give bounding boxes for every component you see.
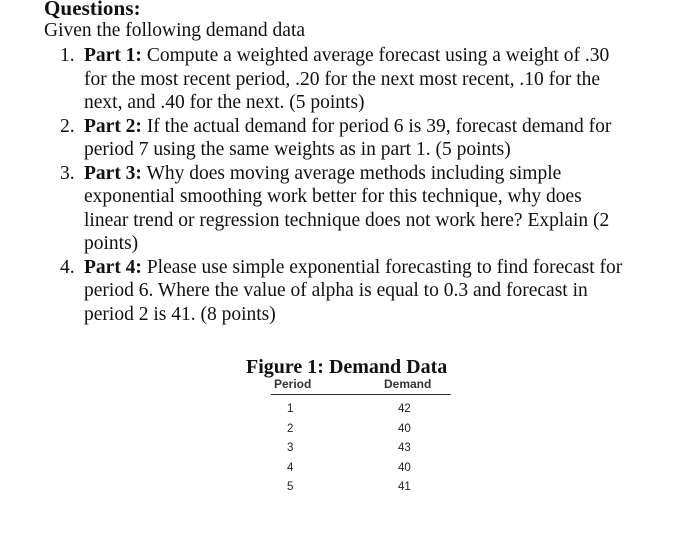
questions-list bbox=[60, 44, 690, 326]
question-line: linear trend or regression technique does not work here? Explain (2 bbox=[84, 209, 610, 231]
question-line: Please use simple exponential forecasting to find forecast for bbox=[141, 256, 623, 278]
question-label: Part 3: bbox=[84, 162, 142, 184]
table-row bbox=[271, 459, 451, 479]
question-item bbox=[60, 256, 690, 327]
question-number: 1. bbox=[60, 45, 75, 66]
demand-cell: 43 bbox=[398, 442, 411, 454]
table-row bbox=[271, 400, 451, 420]
question-text bbox=[84, 115, 690, 162]
question-item bbox=[60, 162, 690, 256]
demand-column-header: Demand bbox=[384, 377, 432, 391]
question-label: Part 4: bbox=[84, 256, 142, 278]
question-item bbox=[60, 44, 690, 115]
question-line: Compute a weighted average forecast using a weight of .30 bbox=[141, 45, 610, 66]
table-body bbox=[271, 395, 451, 498]
demand-cell: 40 bbox=[398, 422, 411, 435]
question-line: points) bbox=[84, 233, 139, 254]
question-line: for the most recent period, .20 for the next most recent, .10 for the bbox=[84, 68, 601, 90]
period-cell: 4 bbox=[287, 461, 294, 474]
question-line: Why does moving average methods including simple bbox=[141, 162, 562, 184]
demand-cell: 40 bbox=[398, 461, 411, 474]
questions-heading: Questions: bbox=[44, 0, 141, 20]
table-row bbox=[271, 478, 451, 498]
question-label: Part 2: bbox=[84, 115, 142, 137]
question-line: next, and .40 for the next. (5 points) bbox=[84, 92, 365, 113]
table-row bbox=[271, 439, 451, 459]
table-header bbox=[271, 376, 451, 395]
demand-table bbox=[271, 376, 451, 498]
question-text bbox=[84, 44, 690, 115]
demand-cell: 42 bbox=[398, 403, 411, 415]
period-cell: 5 bbox=[287, 481, 294, 493]
demand-cell: 41 bbox=[398, 481, 411, 493]
question-text bbox=[84, 162, 690, 256]
question-number: 2. bbox=[60, 115, 75, 137]
question-text bbox=[84, 256, 690, 327]
period-cell: 2 bbox=[287, 422, 294, 435]
table-row bbox=[271, 420, 451, 440]
question-line: period 2 is 41. (8 points) bbox=[84, 303, 276, 325]
demand-figure bbox=[246, 356, 456, 493]
period-cell: 3 bbox=[287, 442, 294, 454]
question-line: period 7 using the same weights as in part 1. (5 points) bbox=[84, 139, 511, 160]
intro-text: Given the following demand data bbox=[44, 20, 306, 41]
question-item bbox=[60, 115, 690, 162]
question-line: period 6. Where the value of alpha is equal to 0.3 and forecast in bbox=[84, 280, 588, 301]
question-line: exponential smoothing work better for this technique, why does bbox=[84, 186, 582, 207]
question-label: Part 1: bbox=[84, 45, 142, 66]
period-column-header: Period bbox=[274, 377, 312, 391]
question-number: 4. bbox=[60, 256, 75, 278]
period-cell: 1 bbox=[287, 403, 294, 415]
question-line: If the actual demand for period 6 is 39, forecast demand for bbox=[141, 115, 612, 137]
question-number: 3. bbox=[60, 162, 75, 184]
figure-title: Figure 1: Demand Data bbox=[246, 356, 448, 378]
